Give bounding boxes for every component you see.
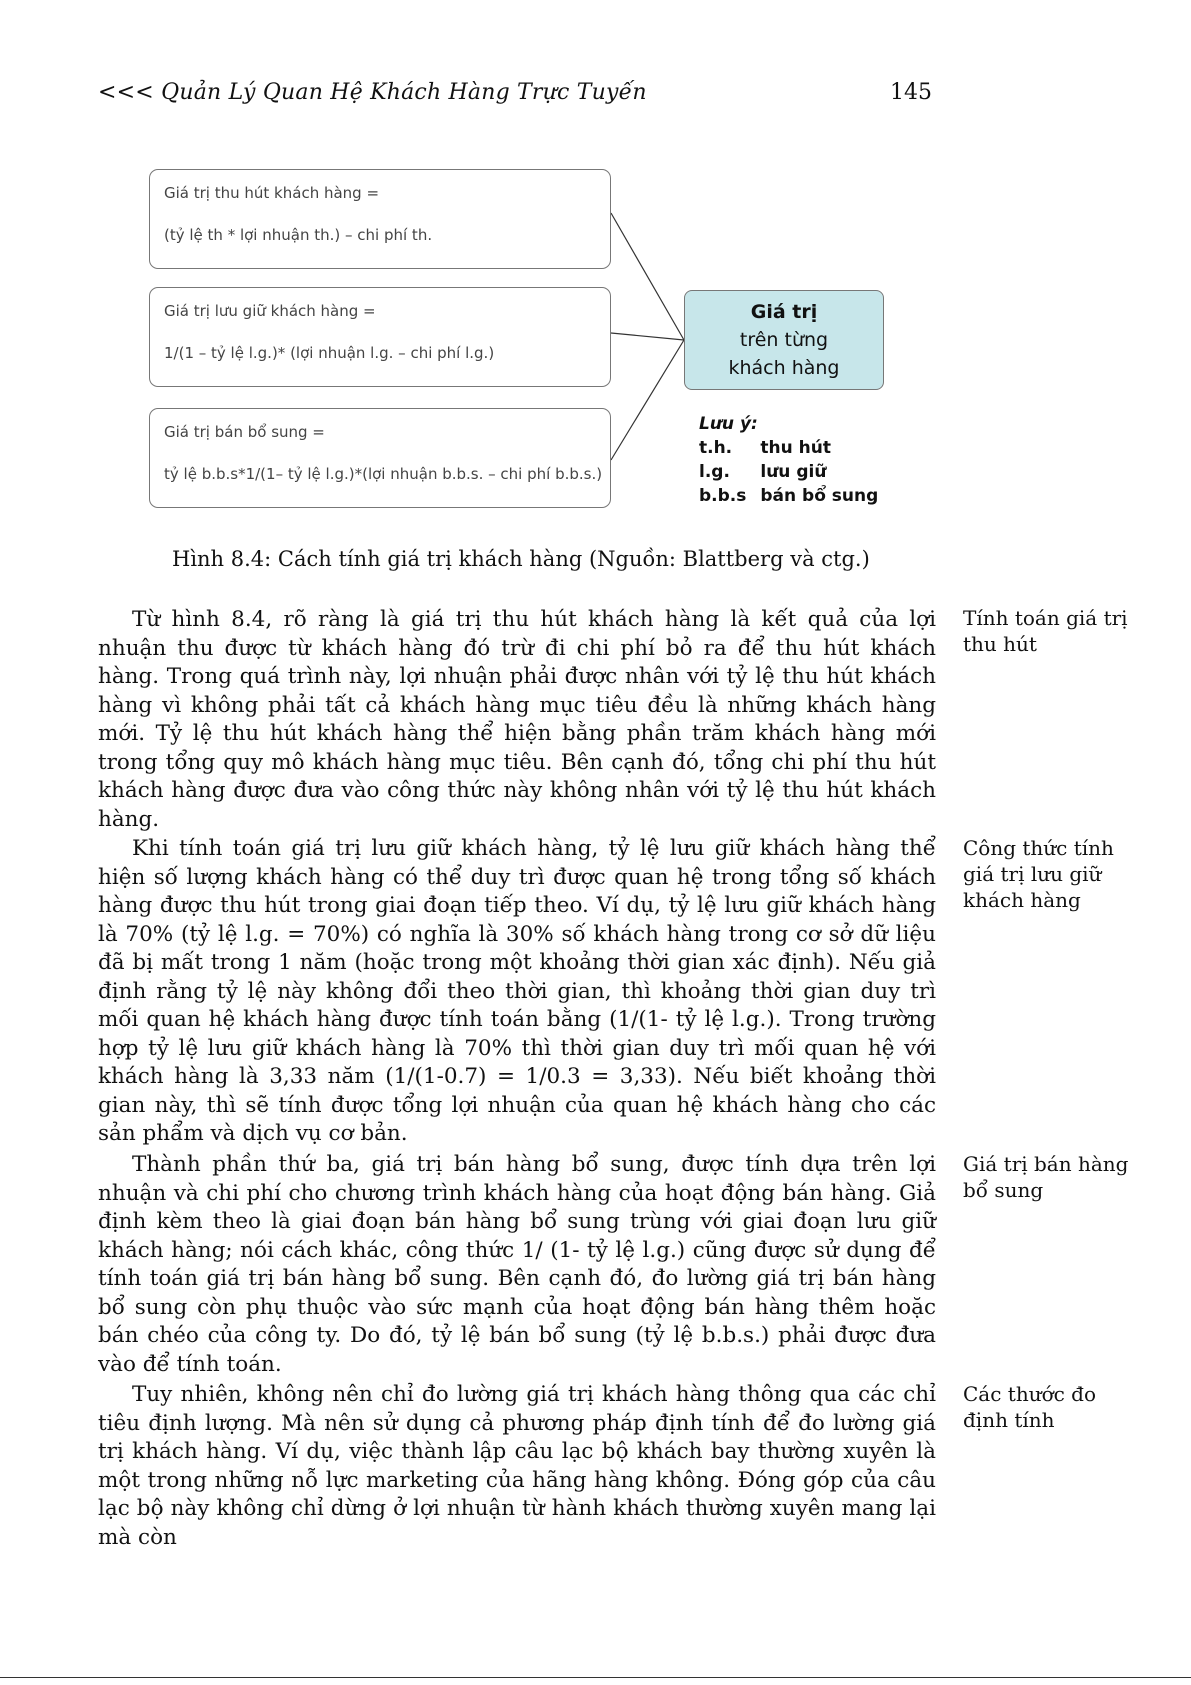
add-on-selling-value-box	[149, 408, 611, 508]
paragraph-4: Tuy nhiên, không nên chỉ đo lường giá trị khách hàng thông qua các chỉ tiêu định lượng. Mà nên sử dụng cả phương pháp định tính để đo lường giá trị khách hàng. Ví dụ, việc thành lập câu lạc bộ khách bay thường xuyên là một trong những nỗ lực marketing của hãng hàng không. Đóng góp của câu lạc bộ này không chỉ dừng ở lợi nhuận từ hành khách thường xuyên mang lại mà còn	[98, 1382, 936, 1550]
figure-caption: Hình 8.4: Cách tính giá trị khách hàng (Nguồn: Blattberg và ctg.)	[172, 547, 870, 571]
customer-value-result-box	[684, 290, 884, 390]
note-meaning: bán bổ sung	[760, 486, 879, 506]
page-number: 145	[890, 80, 932, 105]
retention-formula: 1/(1 – tỷ lệ l.g.)* (lợi nhuận l.g. – chi phí l.g.)	[164, 344, 495, 362]
note-meaning: lưu giữ	[760, 462, 827, 482]
paragraph-2: Khi tính toán giá trị lưu giữ khách hàng, tỷ lệ lưu giữ khách hàng thể hiện số lượng khách hàng có thể duy trì được quan hệ trong tổng số khách hàng được thu hút trong giai đoạn tiếp theo. Ví dụ, tỷ lệ lưu giữ khách hàng là 70% (tỷ lệ l.g. = 70%) có nghĩa là 30% số khách hàng trong cơ sở dữ liệu đã bị mất trong 1 năm (hoặc trong một khoảng thời gian xác định). Nếu giả định rằng tỷ lệ này không đổi theo thời gian, thì khoảng thời gian duy trì mối quan hệ khách hàng được tính toán bằng (1/(1- tỷ lệ l.g.). Trong trường hợp tỷ lệ lưu giữ khách hàng là 70% thì thời gian duy trì mối quan hệ với khách hàng là 3,33 năm (1/(1-0.7) = 1/0.3 = 3,33). Nếu biết khoảng thời gian này, thì sẽ tính được tổng lợi nhuận của quan hệ khách hàng cho các sản phẩm và dịch vụ cơ bản.	[98, 836, 936, 1146]
margin-note-1: Tính toán giá trị thu hút	[963, 606, 1128, 656]
running-header-title: <<< Quản Lý Quan Hệ Khách Hàng Trực Tuyến	[98, 80, 647, 105]
note-abbr: b.b.s	[699, 486, 747, 506]
margin-note-3: Giá trị bán hàng bổ sung	[963, 1152, 1129, 1202]
retention-value-box	[149, 287, 611, 387]
note-row	[699, 436, 892, 460]
add-on-formula: tỷ lệ b.b.s*1/(1– tỷ lệ l.g.)*(lợi nhuận b.b.s. – chi phí b.b.s.)	[164, 465, 603, 483]
result-line-3: khách hàng	[728, 357, 840, 379]
acquisition-formula-title: Giá trị thu hút khách hàng =	[164, 184, 380, 202]
retention-formula-title: Giá trị lưu giữ khách hàng =	[164, 302, 376, 320]
note-row	[699, 484, 892, 508]
margin-note-4: Các thước đo định tính	[963, 1382, 1097, 1432]
margin-note-2: Công thức tính giá trị lưu giữ khách hàng	[963, 836, 1114, 912]
result-title: Giá trị	[750, 301, 818, 323]
acquisition-formula: (tỷ lệ th * lợi nhuận th.) – chi phí th.	[164, 226, 433, 244]
note-abbr: t.h.	[699, 438, 733, 458]
paragraph-1: Từ hình 8.4, rõ ràng là giá trị thu hút khách hàng là kết quả của lợi nhuận thu được từ khách hàng đó trừ đi chi phí bỏ ra để thu hút khách hàng. Trong quá trình này, lợi nhuận phải được nhân với tỷ lệ thu hút khách hàng vì không phải tất cả khách hàng mục tiêu đều là những khách hàng mới. Tỷ lệ thu hút khách hàng thể hiện bằng phần trăm khách hàng mới trong tổng quy mô khách hàng mục tiêu. Bên cạnh đó, tổng chi phí thu hút khách hàng được đưa vào công thức này không nhân với tỷ lệ thu hút khách hàng.	[98, 607, 936, 832]
add-on-formula-title: Giá trị bán bổ sung =	[164, 423, 325, 441]
acquisition-value-box	[149, 169, 611, 269]
note-title: Lưu ý:	[699, 414, 758, 434]
figure-8-4-diagram	[145, 165, 905, 525]
note-meaning: thu hút	[760, 438, 831, 458]
note-abbr: l.g.	[699, 462, 730, 482]
footer-rule	[0, 1677, 1191, 1678]
result-line-2: trên từng	[739, 329, 829, 351]
abbreviation-note	[699, 412, 892, 508]
paragraph-3: Thành phần thứ ba, giá trị bán hàng bổ sung, được tính dựa trên lợi nhuận và chi phí cho chương trình khách hàng của hoạt động bán hàng. Giả định kèm theo là giai đoạn bán hàng bổ sung trùng với giai đoạn lưu giữ khách hàng; nói cách khác, công thức 1/ (1- tỷ lệ l.g.) cũng được sử dụng để tính toán giá trị bán hàng bổ sung. Bên cạnh đó, đo lường giá trị bán hàng bổ sung còn phụ thuộc vào sức mạnh của hoạt động bán hàng thêm hoặc bán chéo của công ty. Do đó, tỷ lệ bán bổ sung (tỷ lệ b.b.s.) phải được đưa vào để tính toán.	[98, 1152, 936, 1377]
note-row	[699, 460, 892, 484]
